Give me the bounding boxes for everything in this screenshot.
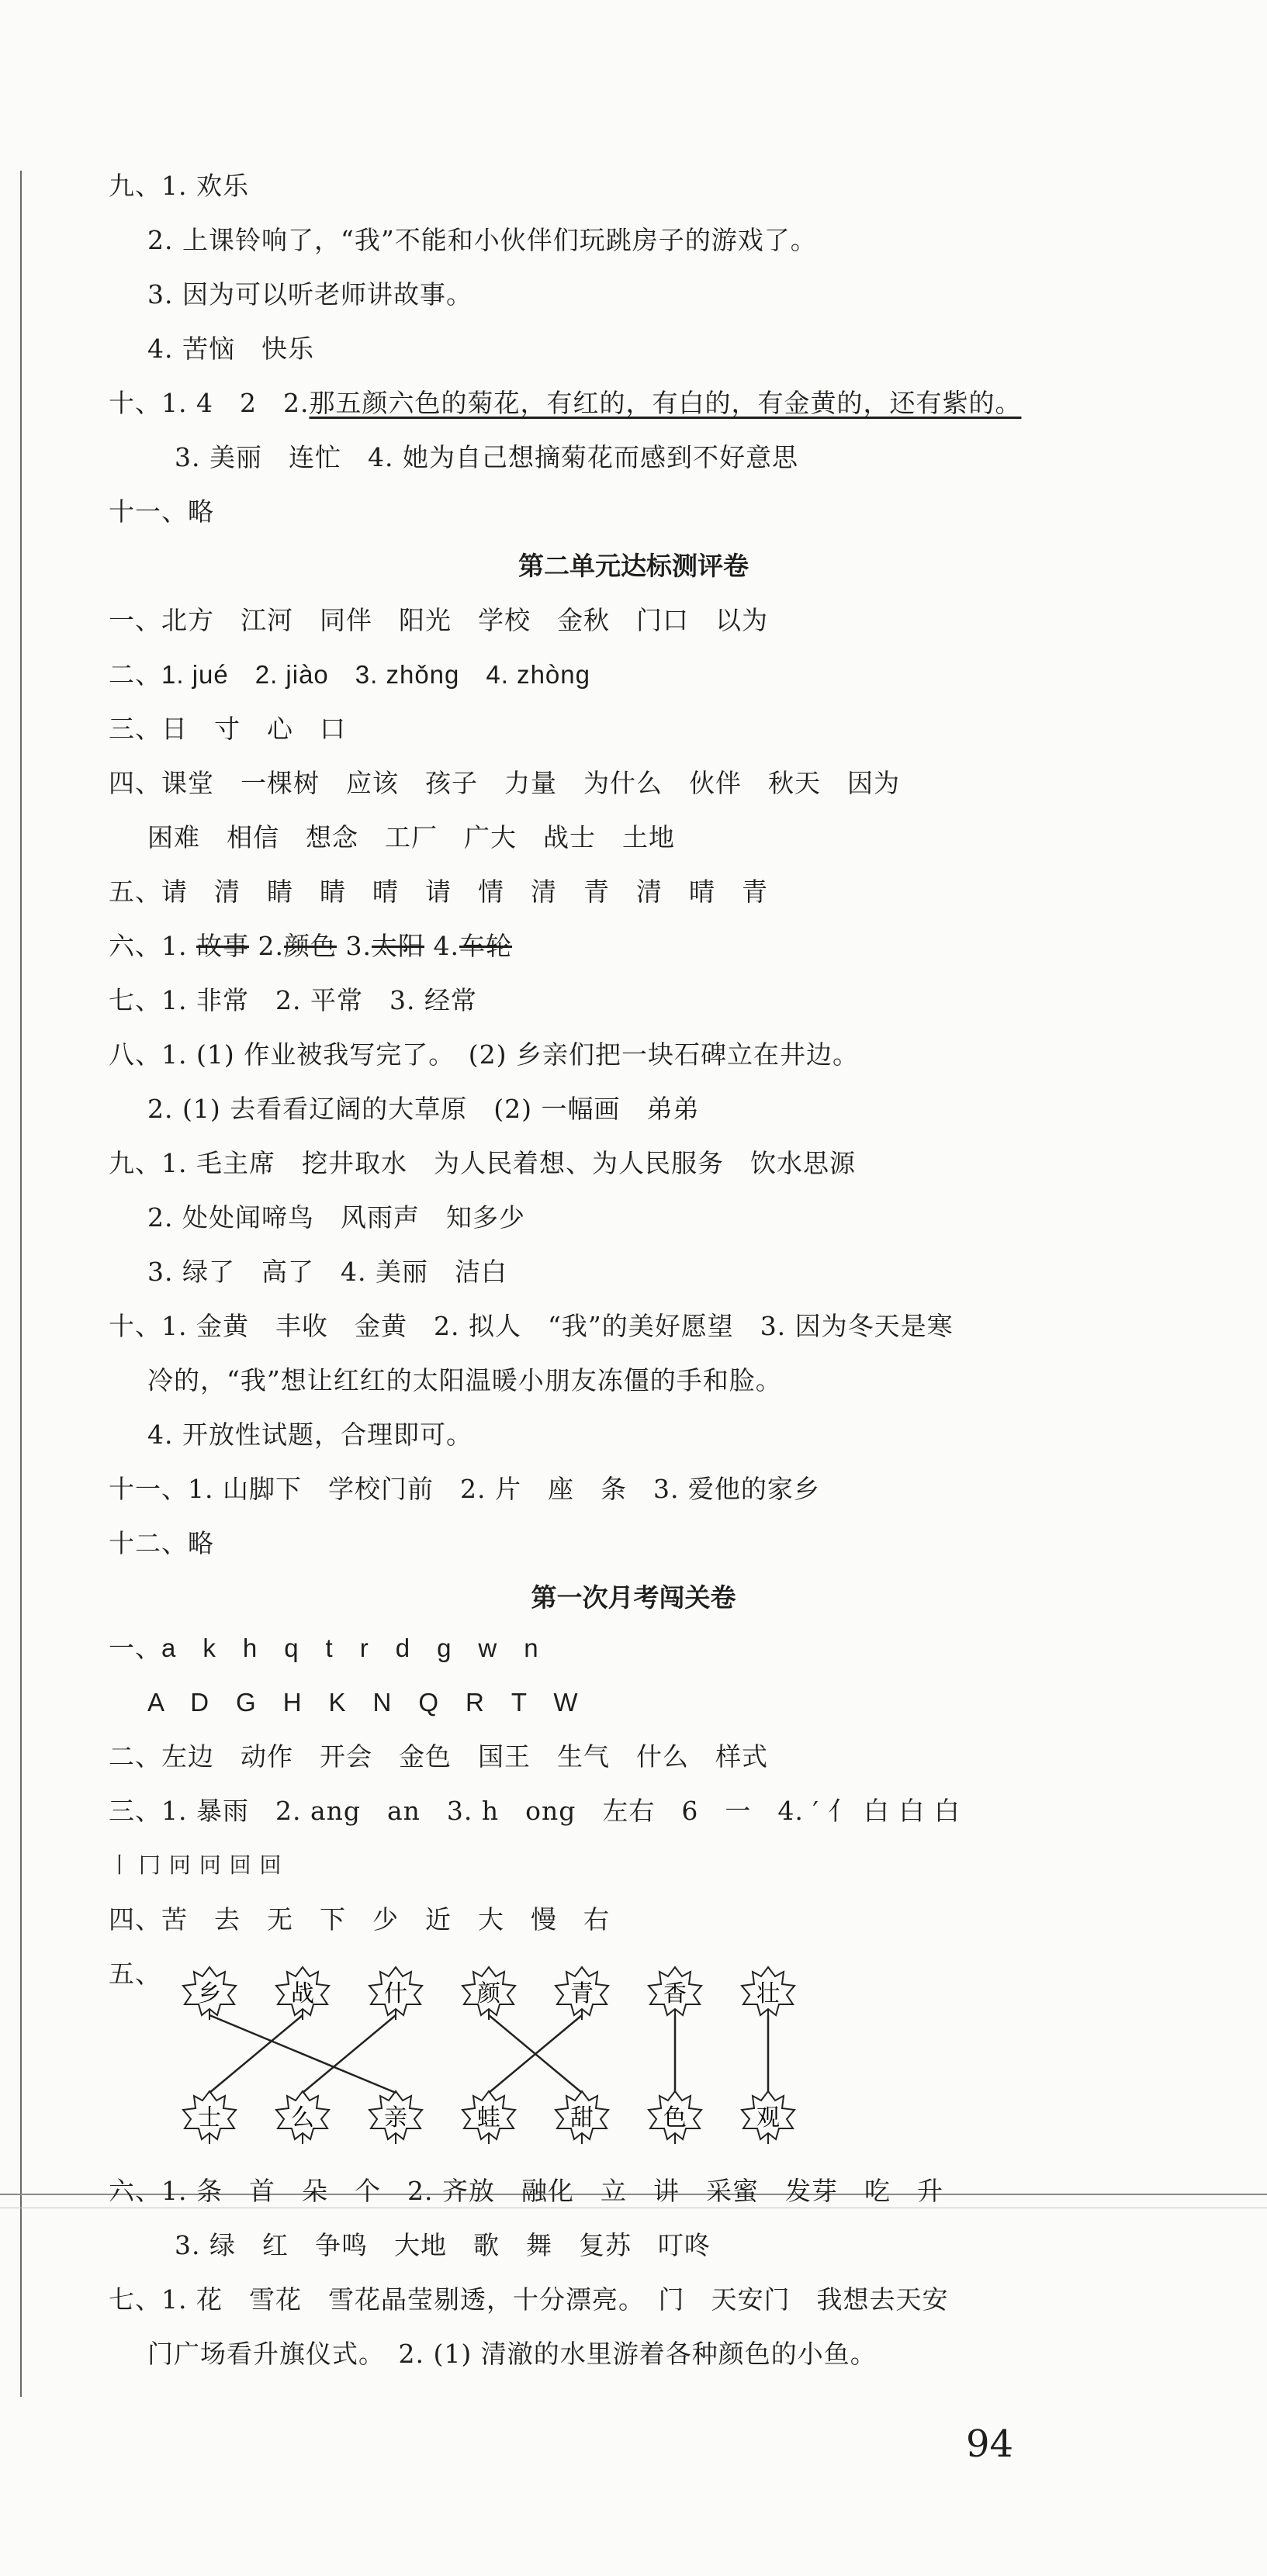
- bottom-leaf-char: 色: [663, 2104, 687, 2132]
- bottom-leaf-char: 士: [198, 2104, 221, 2132]
- top-leaf-char: 青: [570, 1980, 594, 2007]
- unit2-s6-word-2: 颜色: [284, 931, 337, 961]
- matching-line: [303, 2015, 396, 2093]
- exam1-s6a: 六、1. 条 首 朵 个 2. 齐放 融化 立 讲 采蜜 发芽 吃 升: [109, 2176, 943, 2206]
- sec10-line2: 3. 美丽 连忙 4. 她为自己想摘菊花而感到不好意思: [175, 442, 798, 472]
- unit2-title: 第二单元达标测评卷: [518, 551, 749, 581]
- top-leaf-char: 战: [291, 1980, 314, 2007]
- top-leaf: [742, 1967, 794, 2020]
- top-leaf-char: 颜: [477, 1980, 500, 2007]
- unit2-s6-num-3: 3.: [345, 931, 372, 961]
- sec10-line1-prefix: 十、1. 4 2 2.: [109, 388, 310, 418]
- unit2-s11: 十一、1. 山脚下 学校门前 2. 片 座 条 3. 爱他的家乡: [109, 1474, 820, 1504]
- bottom-leaf-char: 蛙: [477, 2104, 500, 2132]
- sec9-line1: 九、1. 欢乐: [109, 171, 249, 201]
- bottom-leaf-char: 甜: [570, 2104, 594, 2132]
- unit2-s7: 七、1. 非常 2. 平常 3. 经常: [109, 985, 477, 1015]
- top-leaf: [556, 1967, 608, 2020]
- unit2-s6: [109, 931, 512, 962]
- matching-line: [209, 2015, 396, 2093]
- unit2-s10c: 4. 开放性试题，合理即可。: [147, 1419, 473, 1450]
- sec9-line4: 4. 苦恼 快乐: [147, 334, 314, 364]
- top-leaf-char: 乡: [198, 1980, 221, 2007]
- unit2-s6-num-2: 2.: [258, 931, 284, 961]
- exam1-title: 第一次月考闯关卷: [531, 1582, 736, 1613]
- bottom-leaf: [276, 2091, 329, 2144]
- exam1-s3b: 丨 冂 冋 冋 回 回: [109, 1852, 282, 1878]
- top-leaf: [649, 1967, 701, 2020]
- leaf-matching-diagram: [147, 1939, 830, 2172]
- unit2-s8b: 2. (1) 去看看辽阔的大草原 (2) 一幅画 弟弟: [147, 1094, 700, 1124]
- bottom-leaf: [183, 2091, 236, 2144]
- unit2-s9b: 2. 处处闻啼鸟 风雨声 知多少: [147, 1202, 525, 1233]
- exam1-s7a: 七、1. 花 雪花 雪花晶莹剔透，十分漂亮。 门 天安门 我想去天安: [109, 2284, 949, 2315]
- exam1-s7b: 门广场看升旗仪式。 2. (1) 清澈的水里游着各种颜色的小鱼。: [147, 2339, 877, 2369]
- binding-margin-line: [20, 171, 22, 2397]
- unit2-s1: 一、北方 江河 同伴 阳光 学校 金秋 门口 以为: [109, 605, 768, 635]
- unit2-s4a: 四、课堂 一棵树 应该 孩子 力量 为什么 伙伴 秋天 因为: [109, 768, 900, 798]
- top-leaf: [276, 1967, 329, 2020]
- exam1-s4: 四、苦 去 无 下 少 近 大 慢 右: [109, 1904, 610, 1935]
- sec9-line2: 2. 上课铃响了，“我”不能和小伙伴们玩跳房子的游戏了。: [147, 225, 817, 255]
- unit2-s6-word-4: 车轮: [459, 931, 512, 961]
- sec9-line3: 3. 因为可以听老师讲故事。: [147, 279, 473, 309]
- unit2-s12: 十二、略: [109, 1528, 214, 1558]
- bottom-leaf: [742, 2091, 794, 2144]
- sec11-line1: 十一、略: [109, 496, 214, 527]
- bottom-leaf-char: 观: [756, 2104, 780, 2132]
- unit2-s6-prefix: 六、1.: [109, 931, 188, 961]
- bottom-leaf: [556, 2091, 608, 2144]
- top-leaf: [183, 1967, 236, 2020]
- top-leaf: [369, 1967, 422, 2020]
- unit2-s8a: 八、1. (1) 作业被我写完了。 (2) 乡亲们把一块石碑立在井边。: [109, 1039, 859, 1070]
- sec10-underlined-sentence: 那五颜六色的菊花，有红的，有白的，有金黄的，还有紫的。: [309, 388, 1022, 418]
- bottom-leaf: [649, 2091, 701, 2144]
- exam1-s3a: 三、1. 暴雨 2. ang an 3. h ong 左右 6 一 4. ′ 亻 白 白 白: [109, 1796, 961, 1826]
- top-leaf-row: [183, 1967, 794, 2020]
- unit2-s5: 五、请 清 睛 睛 晴 请 情 清 青 清 晴 青: [109, 877, 768, 907]
- matching-lines: [209, 2015, 768, 2093]
- exam1-s2: 二、左边 动作 开会 金色 国王 生气 什么 样式: [109, 1741, 768, 1772]
- bottom-leaf-char: 亲: [384, 2104, 407, 2132]
- unit2-s4b: 困难 相信 想念 工厂 广大 战士 土地: [147, 822, 675, 852]
- exam1-s5-label: 五、: [109, 1959, 161, 1989]
- exam1-s6b: 3. 绿 红 争鸣 大地 歌 舞 复苏 叮咚: [175, 2230, 711, 2260]
- matching-line: [209, 2015, 303, 2093]
- top-leaf-char: 什: [384, 1980, 407, 2007]
- unit2-s9c: 3. 绿了 高了 4. 美丽 洁白: [147, 1257, 507, 1287]
- unit2-s6-word-1: 故事: [196, 931, 249, 961]
- unit2-s6-word-3: 太阳: [372, 931, 424, 961]
- unit2-s10a: 十、1. 金黄 丰收 金黄 2. 拟人 “我”的美好愿望 3. 因为冬天是寒: [109, 1311, 954, 1341]
- top-leaf-char: 香: [663, 1980, 687, 2007]
- unit2-s2: 二、1. jué 2. jiào 3. zhǒng 4. zhòng: [109, 660, 590, 689]
- unit2-s10b: 冷的，“我”想让红红的太阳温暖小朋友冻僵的手和脸。: [147, 1365, 782, 1395]
- unit2-s3: 三、日 寸 心 口: [109, 714, 346, 744]
- bottom-leaf-row: [183, 2091, 794, 2144]
- unit2-s6-num-4: 4.: [433, 931, 459, 961]
- top-leaf: [462, 1967, 515, 2020]
- exam1-s1a: 一、a k h q t r d g w n: [109, 1634, 539, 1662]
- page-number: 94: [966, 2422, 1014, 2466]
- bottom-leaf-char: 么: [291, 2104, 314, 2132]
- bottom-leaf: [462, 2091, 515, 2144]
- bottom-leaf: [369, 2091, 422, 2144]
- sec10-line1: [109, 388, 1021, 419]
- top-leaf-char: 壮: [756, 1980, 780, 2007]
- unit2-s9a: 九、1. 毛主席 挖井取水 为人民着想、为人民服务 饮水思源: [109, 1148, 856, 1178]
- exam1-s1b: A D G H K N Q R T W: [147, 1688, 579, 1717]
